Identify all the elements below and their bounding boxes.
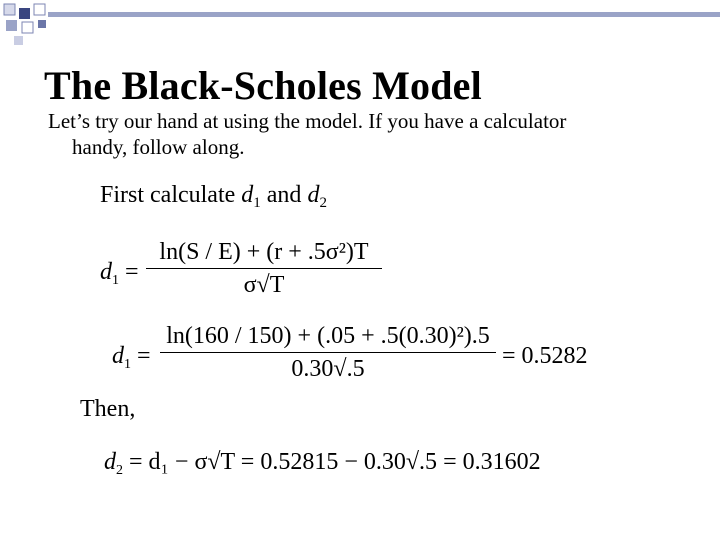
- d1-numeric-result: = 0.5282: [502, 343, 588, 369]
- fraction-bar: [146, 268, 382, 269]
- d1-result-value: 0.5282: [521, 343, 588, 369]
- lhs-sub: 1: [112, 273, 119, 288]
- and-text: and: [266, 182, 302, 208]
- d1-numeric-denominator: 0.30√.5: [291, 356, 365, 382]
- d1-sub: 1: [253, 195, 261, 211]
- lhs-var: d: [112, 343, 124, 369]
- lhs-var: d: [100, 259, 112, 285]
- intro-text: [48, 108, 688, 160]
- d1-var: d: [241, 182, 254, 208]
- d1-numeric-fraction: [160, 324, 496, 381]
- deco-square: [22, 22, 33, 33]
- first-calculate-line: [100, 182, 327, 212]
- intro-line-2: handy, follow along.: [72, 135, 245, 159]
- then-text: Then,: [80, 396, 136, 422]
- lhs-sub: 1: [124, 357, 131, 372]
- d2-result-value: 0.31602: [462, 449, 541, 475]
- intro-line-1: Let’s try our hand at using the model. If you have a calculator: [48, 109, 567, 133]
- lhs-sub: 2: [116, 463, 123, 478]
- deco-square: [6, 20, 17, 31]
- d2-sub: 2: [319, 195, 327, 211]
- d1-numeric-lhs: $d_1$ =: [112, 343, 151, 372]
- d2-expression: d₁ − σ√T: [148, 449, 235, 475]
- deco-square: [34, 4, 45, 15]
- d1-general-lhs: $d_1$ =: [100, 259, 139, 288]
- deco-squares: [4, 4, 46, 45]
- fraction-bar: [160, 352, 496, 353]
- slide-title: The Black-Scholes Model: [44, 63, 482, 108]
- corner-decoration: [0, 0, 720, 60]
- d1-general-fraction: [146, 240, 382, 297]
- deco-square: [38, 20, 46, 28]
- first-calculate-text: First calculate: [100, 182, 236, 208]
- d1-numeric-numerator: ln(160 / 150) + (.05 + .5(0.30)²).5: [166, 323, 490, 349]
- lhs-var: d: [104, 449, 116, 475]
- d1-general-numerator: ln(S / E) + (r + .5σ²)T: [159, 239, 369, 265]
- deco-square: [19, 8, 30, 19]
- d1-general-denominator: σ√T: [243, 272, 285, 298]
- deco-square: [4, 4, 15, 15]
- top-rule: [48, 12, 720, 17]
- deco-square: [14, 36, 23, 45]
- d2-substitution: 0.52815 − 0.30√.5: [260, 449, 438, 475]
- d2-formula: $d_2 = d_1 - \sigma√T = 0.52815 - 0.30√.5 = 0.31602$: [104, 449, 541, 478]
- d2-var: d: [307, 182, 320, 208]
